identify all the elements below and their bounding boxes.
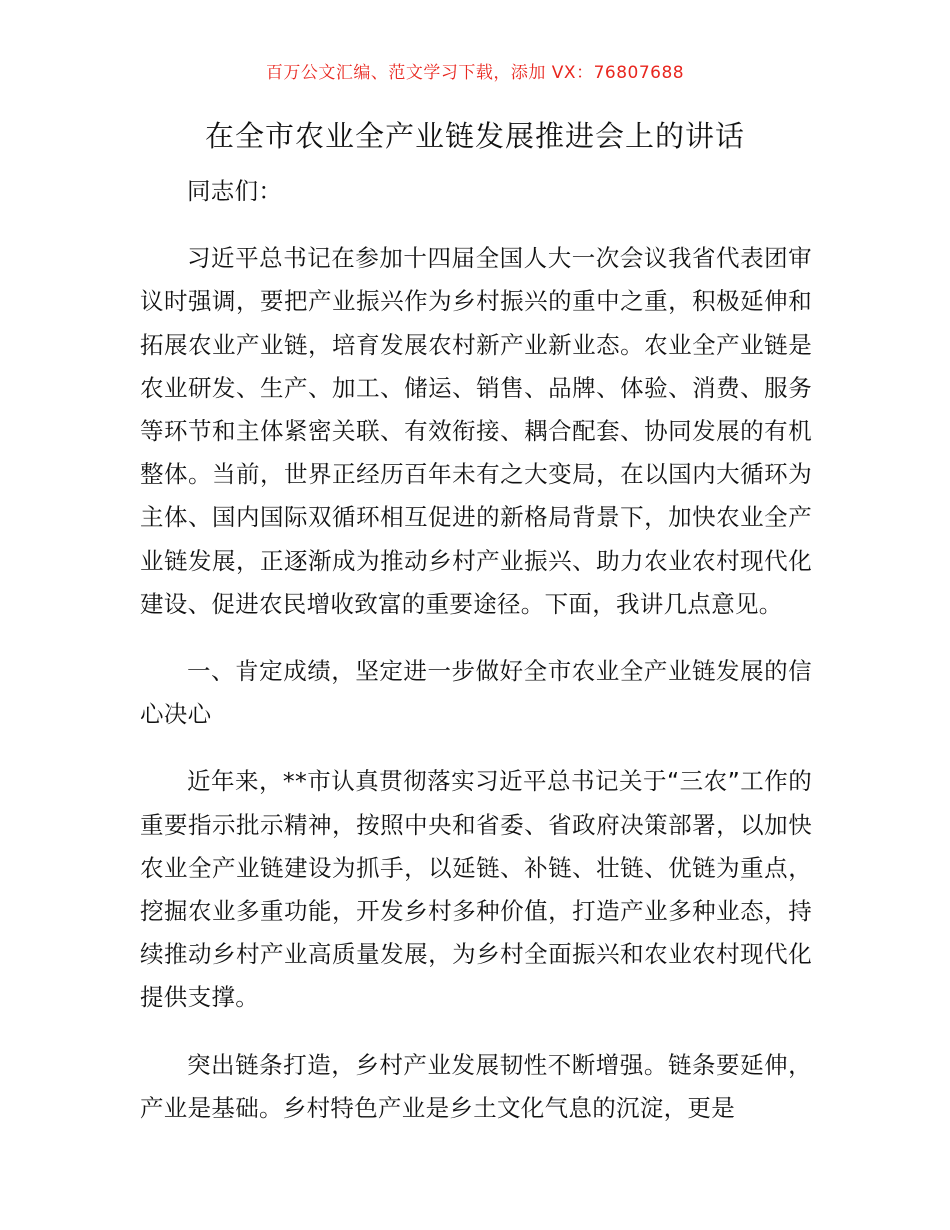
paragraph-intro: 习近平总书记在参加十四届全国人大一次会议我省代表团审议时强调，要把产业振兴作为乡村振兴的重中之重，积极延伸和拓展农业产业链，培育发展农村新产业新业态。农业全产业链是农业研发、生产、加工、储运、销售、品牌、体验、消费、服务等环节和主体紧密关联、有效衔接、耦合配套、协同发展的有机整体。当前，世界正经历百年未有之大变局，在以国内大循环为主体、国内国际双循环相互促进的新格局背景下，加快农业全产业链发展，正逐渐成为推动乡村产业振兴、助力农业农村现代化建设、促进农民增收致富的重要途径。下面，我讲几点意见。 — [140, 244, 812, 618]
document-body — [140, 170, 812, 1130]
section-heading-1: 一、肯定成绩，坚定进一步做好全市农业全产业链发展的信心决心 — [140, 657, 812, 729]
header-watermark-note: 百万公文汇编、范文学习下载，添加 VX：76807688 — [265, 63, 685, 83]
paragraph-chain-building: 突出链条打造，乡村产业发展韧性不断增强。链条要延伸，产业是基础。乡村特色产业是乡土文化气息的沉淀，更是 — [140, 1050, 812, 1122]
document-title: 在全市农业全产业链发展推进会上的讲话 — [204, 119, 745, 153]
salutation: 同志们： — [187, 177, 283, 205]
paragraph-achievements: 近年来，**市认真贯彻落实习近平总书记关于“三农”工作的重要指示批示精神，按照中央和省委、省政府决策部署，以加快农业全产业链建设为抓手，以延链、补链、壮链、优链为重点，挖掘农业多重功能，开发乡村多种价值，打造产业多种业态，持续推动乡村产业高质量发展，为乡村全面振兴和农业农村现代化提供支撑。 — [140, 767, 812, 1012]
